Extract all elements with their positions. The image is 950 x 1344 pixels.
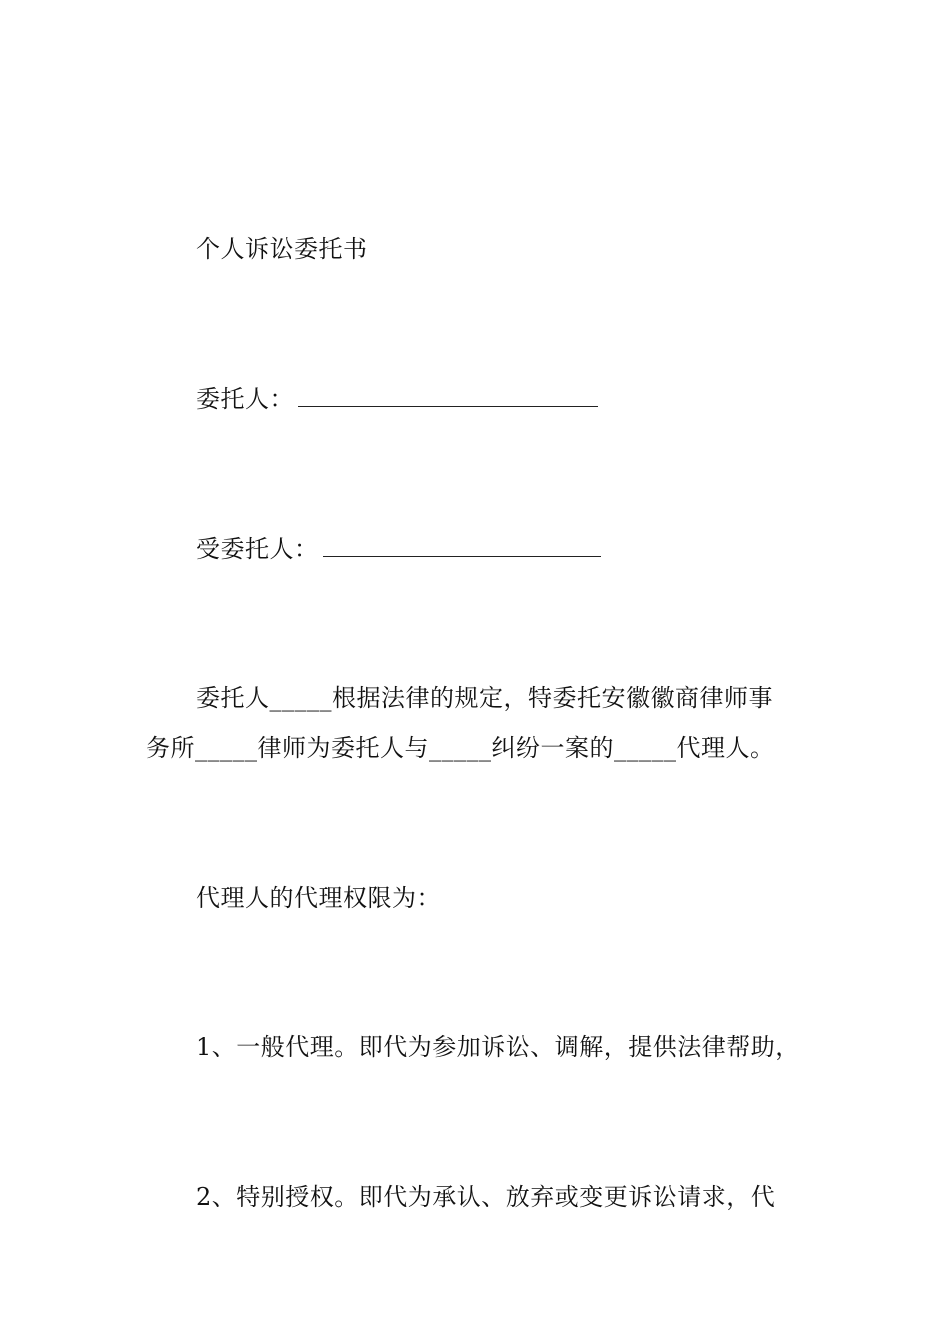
- paragraph1-line1: 委托人_____根据法律的规定，特委托安徽徽商律师事: [196, 684, 773, 712]
- agent-blank: [323, 534, 601, 557]
- principal-field: [196, 383, 598, 415]
- agent-field: [196, 533, 601, 565]
- principal-blank: [298, 384, 598, 407]
- authority-item-2: 2、特别授权。即代为承认、放弃或变更诉讼请求，代: [196, 1183, 776, 1211]
- authority-heading: 代理人的代理权限为：: [196, 884, 441, 912]
- authority-item-1: 1、一般代理。即代为参加诉讼、调解，提供法律帮助，: [196, 1033, 800, 1061]
- paragraph1-line2: 务所_____律师为委托人与_____纠纷一案的_____代理人。: [146, 734, 775, 762]
- principal-label: 委托人：: [196, 385, 294, 413]
- document-title: 个人诉讼委托书: [196, 235, 368, 263]
- agent-label: 受委托人：: [196, 535, 319, 563]
